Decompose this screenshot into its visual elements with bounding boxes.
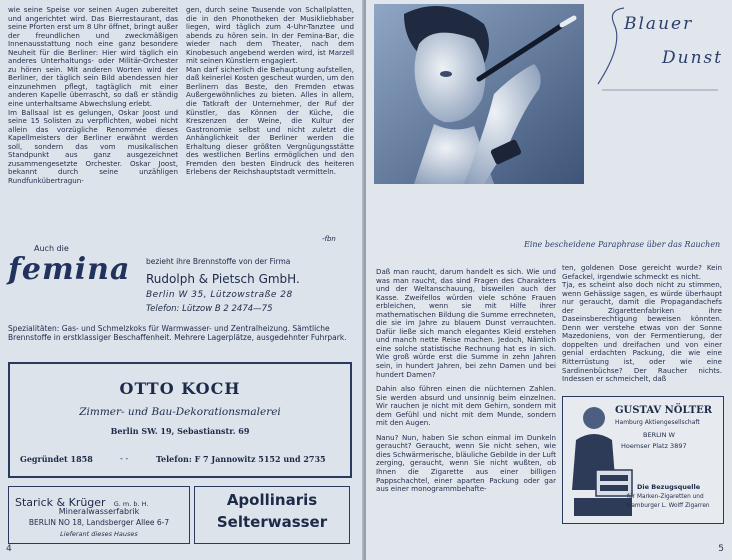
otto-koch-founded: Gegründet 1858 (20, 454, 93, 464)
otto-koch-ad (8, 362, 352, 478)
right-col1-paragraph-1: Daß man raucht, darum handelt es sich. Wie und was man raucht, das sind Fragen des Charakters und der Weltanschauung, bisweilen auch der Kasse. Zweifellos würden viele schöne Frauen erbleichen, wenn sie mit Hilfe ihrer mathematischen Bildung die Summe errechneten, die sie im Jahre zu blauem Dunst verrauchten. Dafür ließe sich manch elegantes Kleid erstehen und manch nette Reise machen. Jedoch, Nämlich eine solche statistische Rechnung hat es in sich. Wie groß würde erst die Summe in zehn Jahren sein, in hundert Jahren, bei zehn Damen und bei hundert Damen? (376, 267, 556, 379)
left-column-2 (186, 6, 354, 177)
right-page (366, 0, 732, 560)
femina-ad (0, 244, 364, 326)
left-col2-paragraph-1: gen, durch seine Tausende von Schallplatten, die in den Phonotheken der Musikliebhaber liegen, wird täglich zum 4-Uhr-Tanztee und abends zu hören sein. In der Femina-Bar, die wieder nach dem Theater, nach dem Kinobesuch angebend werden wird, ist Marzell mit seinen Künstlern engagiert. (186, 5, 354, 66)
smoke-wisp-decoration (594, 4, 724, 94)
right-column-2 (562, 264, 722, 384)
article-title-line1: Blauer (624, 14, 694, 34)
left-col1-paragraph-1: wie seine Speise vor seinen Augen zubereitet und angerichtet wird. Das Bierrestaurant, das seine Pforten erst um 8 Uhr öffnet, bringt außer der freundlichen und zweckmäßigen Innenausstattung noch eine ganz besondere Neuheit für die Berliner: Hier wird täglich ein anderes Unterhaltungs- oder Militär-Orchester zu hören sein. Mit anderen Worten wird der Berliner, der täglich sein Bild abendessen hier einzunehmen pflegt, tagtäglich mit einer anderen Kapelle überrascht, so daß er ständig eine unterhaltsame Abwechslung erlebt. (8, 5, 178, 109)
noelter-tag3: Hamburger L. Wolff Zigarren (627, 503, 710, 509)
specialties-label: Spezialitäten: (8, 324, 60, 333)
noelter-tag2: für Marken-Zigaretten und (627, 494, 704, 500)
noelter-sub: Hamburg Aktiengesellschaft (615, 419, 700, 426)
apollinaris-ad (194, 486, 350, 544)
starick-krueger-ad (8, 486, 190, 544)
right-column-1 (376, 268, 556, 494)
left-col2-paragraph-2: Man darf sicherlich die Behauptung aufstellen, daß keinerlei Kosten gescheut wurden, um den Berlinern das Beste, den Fremden etwas Außergewöhnliches zu bieten. Alles in allem, die Tatkraft der Unternehmer, der Ruf der Künstler, das Können der Küche, die Kreszenzen der Weine, die Kultur der Gastronomie selbst und nicht zuletzt die Anhänglichkeit der Berliner werden die Erhaltung dieser größten Vergnügungsstätte des westlichen Berlins ermöglichen und den Fremden den besten Eindruck des heiteren Erlebens der Reichshauptstadt vermitteln. (186, 64, 354, 177)
rudolph-pietsch-phone: Telefon: Lützow B 2 2474—75 (146, 304, 273, 314)
starick-gmbh: G. m. b. H. (113, 500, 149, 508)
otto-koch-dash: - - (120, 454, 129, 463)
otto-koch-phone: Telefon: F 7 Jannowitz 5152 und 2735 (156, 454, 326, 464)
noelter-name: GUSTAV NÖLTER (615, 405, 713, 416)
noelter-city: BERLIN W (643, 431, 675, 439)
rudolph-pietsch-address: Berlin W 35, Lützowstraße 28 (146, 290, 293, 300)
article-signature: -fbn (322, 235, 336, 243)
otto-koch-trade: Zimmer- und Bau-Dekorationsmalerei (79, 406, 281, 418)
otto-koch-name: OTTO KOCH (119, 379, 241, 398)
starick-note: Lieferant dieses Hauses (60, 530, 138, 538)
specialties-text: Gas- und Schmelzkoks für Warmwasser- und Zentralheizung. Sämtliche Brennstoffe in erstklassiger Beschaffenheit. Mehrere Lagerplätze, ausgedehnter Fuhrpark. (8, 324, 347, 342)
femina-logo: femina (8, 252, 131, 287)
left-page (0, 0, 364, 560)
specialties-block (8, 324, 358, 342)
starick-sub: Mineralwasserfabrik (58, 507, 140, 516)
noelter-street: Hoemser Platz 3897 (621, 442, 687, 450)
right-col1-paragraph-3: Nanu? Nun, haben Sie schon einmal im Dunkeln geraucht? Geraucht, wenn Sie nicht sehen, wie dies Schwärmerische, bläuliche Gebilde in der Luft zerging, geraucht, wenn Sie nicht wußten, ob Ihnen die Zigarette aus einer billigen Pappschachtel, einer aparten Packung oder gar aus einer monogrammbehafte- (376, 432, 556, 494)
article-caption: Eine bescheidene Paraphrase über das Rauchen (524, 240, 721, 249)
page-number-left: 4 (6, 544, 12, 554)
rudolph-pietsch-name: Rudolph & Pietsch GmbH. (146, 272, 300, 286)
photo-illustration (374, 4, 584, 184)
article-title-line2: Dunst (662, 48, 724, 68)
otto-koch-address: Berlin SW. 19, Sebastianstr. 69 (110, 426, 250, 436)
femina-auch-die: Auch die (34, 244, 69, 253)
tobacconist-figure-icon (566, 400, 636, 520)
right-col2-paragraph-1: ten, goldenen Dose gereicht wurde? Kein Gefackel, irgendwie schmeckt es nicht. (562, 263, 722, 281)
smoking-woman-photo (374, 4, 584, 184)
gustav-noelter-ad (562, 396, 724, 524)
femina-bezieht-text: bezieht ihre Brennstoffe von der Firma (146, 257, 291, 266)
selterwasser-brand: Selterwasser (216, 513, 328, 531)
starick-address: BERLIN NO 18, Landsberger Allee 6-7 (28, 518, 170, 527)
smoke-wisp-icon (594, 4, 724, 94)
right-col1-paragraph-2: Dahin also führen einen die nüchternen Zahlen. Sie werden absurd und unsinnig beim einzelnen. Wir rauchen je nicht mit dem Gehirn, sondern mit dem Gefühl und nicht mit dem Munde, sondern mit den Augen. (376, 384, 556, 428)
page-number-right: 5 (718, 544, 724, 554)
left-column-1 (8, 6, 178, 185)
starick-company: Starick & Krüger (15, 496, 106, 509)
left-col1-paragraph-2: Im Ballsaal ist es gelungen, Oskar Joost und seine 15 Solisten zu verpflichten, wobei nicht allein das vorzügliche Renommée dieses Kapellmeisters der Berliner erwähnt werden soll, sondern das vom musikalischen Standpunkt aus ganz ausgezeichnet zusammengesetzte Orchester. Oskar Joost, bekannt durch seine unzähligen Rundfunkübertragun- (8, 107, 178, 185)
right-col2-paragraph-2: Tja, es scheint also doch nicht zu stimmen, wenn Gehässige sagen, es würde überhaupt nur geraucht, damit die Propagandachefs der Zigarettenfabriken ihre Daseinsberechtigung beweisen könnten. Denn wer verstehe etwas von der Sonne Mazedoniens, von der Fermentierung, der doppelten und dreifachen und von einer genial erdachten Packung, die wie eine Ritterrüstung ist, oder wie eine Sardinenbüchse? Der Raucher nichts. Indessen er schmeichelt, daß (562, 280, 722, 384)
noelter-tag1: Die Bezugsquelle (637, 483, 701, 491)
apollinaris-brand: Apollinaris (226, 491, 318, 509)
